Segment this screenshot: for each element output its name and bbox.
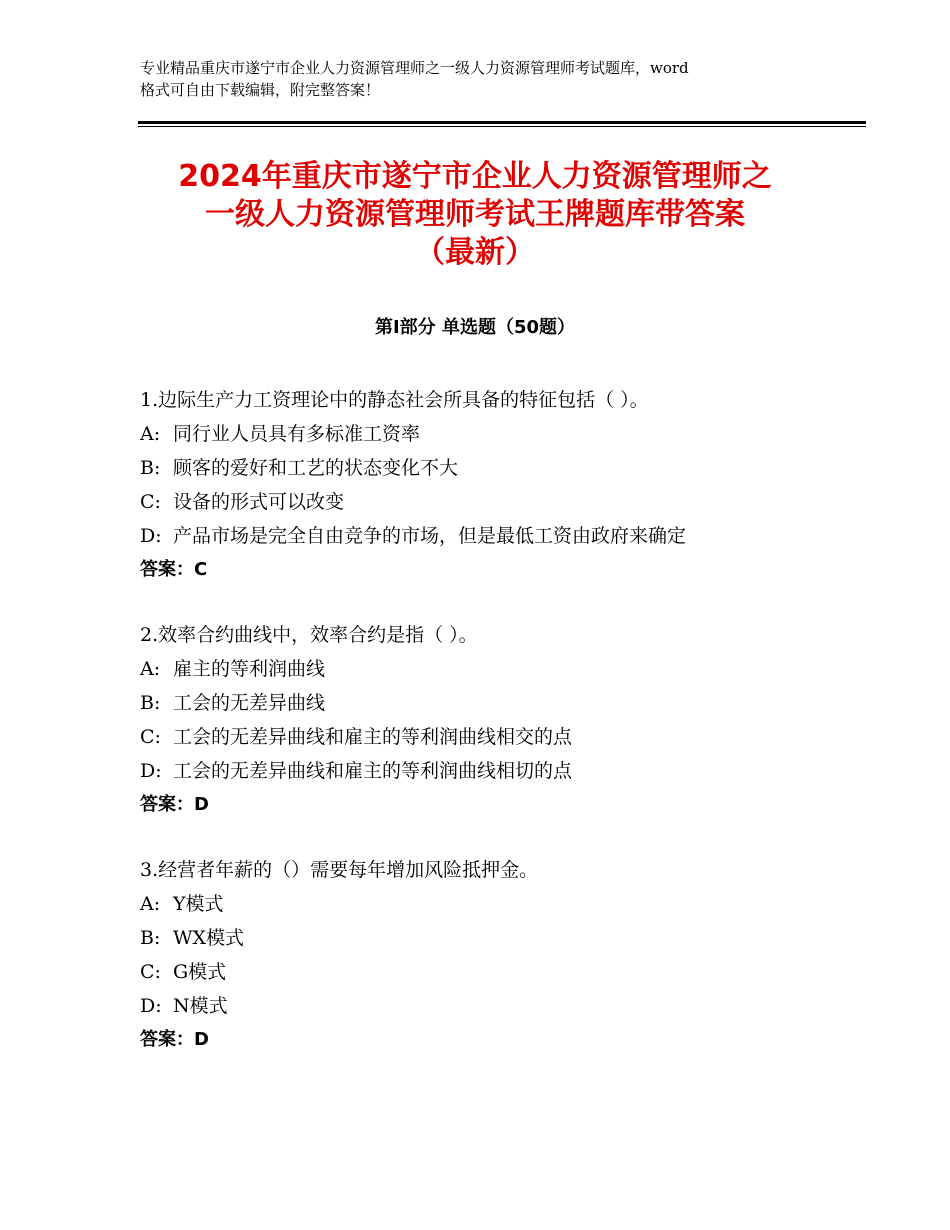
option-a bbox=[140, 887, 860, 921]
option-c bbox=[140, 720, 860, 754]
option-letter: D: bbox=[140, 525, 162, 547]
option-letter: C: bbox=[140, 726, 161, 748]
option-b bbox=[140, 686, 860, 720]
answer-line: 答案：D bbox=[140, 794, 209, 815]
option-text: WX模式 bbox=[173, 927, 245, 949]
question-stem: 2.效率合约曲线中，效率合约是指（ ）。 bbox=[140, 624, 478, 646]
option-letter: D: bbox=[140, 995, 162, 1017]
option-text: 工会的无差异曲线和雇主的等利润曲线相切的点 bbox=[173, 760, 573, 782]
option-letter: D: bbox=[140, 760, 162, 782]
question-1 bbox=[140, 383, 860, 587]
option-letter: C: bbox=[140, 961, 161, 983]
question-stem: 1.边际生产力工资理论中的静态社会所具备的特征包括（ ）。 bbox=[140, 389, 649, 411]
question-stem: 3.经营者年薪的（）需要每年增加风险抵押金。 bbox=[140, 859, 539, 881]
option-text: Y模式 bbox=[173, 893, 224, 915]
document-title: 2024年重庆市遂宁市企业人力资源管理师之 一级人力资源管理师考试王牌题库带答案 （最新） bbox=[178, 159, 772, 270]
option-text: N模式 bbox=[173, 995, 228, 1017]
option-d bbox=[140, 989, 860, 1023]
section-heading: 第Ⅰ部分 单选题（50题） bbox=[374, 317, 575, 338]
option-text: 顾客的爱好和工艺的状态变化不大 bbox=[173, 457, 459, 479]
option-text: 设备的形式可以改变 bbox=[173, 491, 345, 513]
question-2 bbox=[140, 618, 860, 822]
option-letter: B: bbox=[140, 457, 161, 479]
option-a bbox=[140, 417, 860, 451]
option-b bbox=[140, 921, 860, 955]
option-text: 工会的无差异曲线和雇主的等利润曲线相交的点 bbox=[173, 726, 573, 748]
option-c bbox=[140, 485, 860, 519]
header-rule-thin bbox=[138, 126, 866, 127]
option-d bbox=[140, 754, 860, 788]
option-c bbox=[140, 955, 860, 989]
header-note: 专业精品重庆市遂宁市企业人力资源管理师之一级人力资源管理师考试题库，word 格式可自由下载编辑，附完整答案！ bbox=[140, 59, 689, 99]
question-list bbox=[140, 383, 860, 1088]
option-text: 工会的无差异曲线 bbox=[173, 692, 326, 714]
option-text: 雇主的等利润曲线 bbox=[173, 658, 326, 680]
option-text: G模式 bbox=[173, 961, 227, 983]
answer-line: 答案：D bbox=[140, 1029, 209, 1050]
option-text: 同行业人员具有多标准工资率 bbox=[173, 423, 421, 445]
option-b bbox=[140, 451, 860, 485]
answer-line: 答案：C bbox=[140, 559, 208, 580]
option-text: 产品市场是完全自由竞争的市场，但是最低工资由政府来确定 bbox=[173, 525, 687, 547]
option-d bbox=[140, 519, 860, 553]
option-letter: C: bbox=[140, 491, 161, 513]
option-letter: A: bbox=[140, 893, 161, 915]
header-rule-thick bbox=[138, 121, 866, 124]
option-a bbox=[140, 652, 860, 686]
option-letter: B: bbox=[140, 927, 161, 949]
option-letter: A: bbox=[140, 423, 161, 445]
question-3 bbox=[140, 853, 860, 1057]
option-letter: B: bbox=[140, 692, 161, 714]
option-letter: A: bbox=[140, 658, 161, 680]
